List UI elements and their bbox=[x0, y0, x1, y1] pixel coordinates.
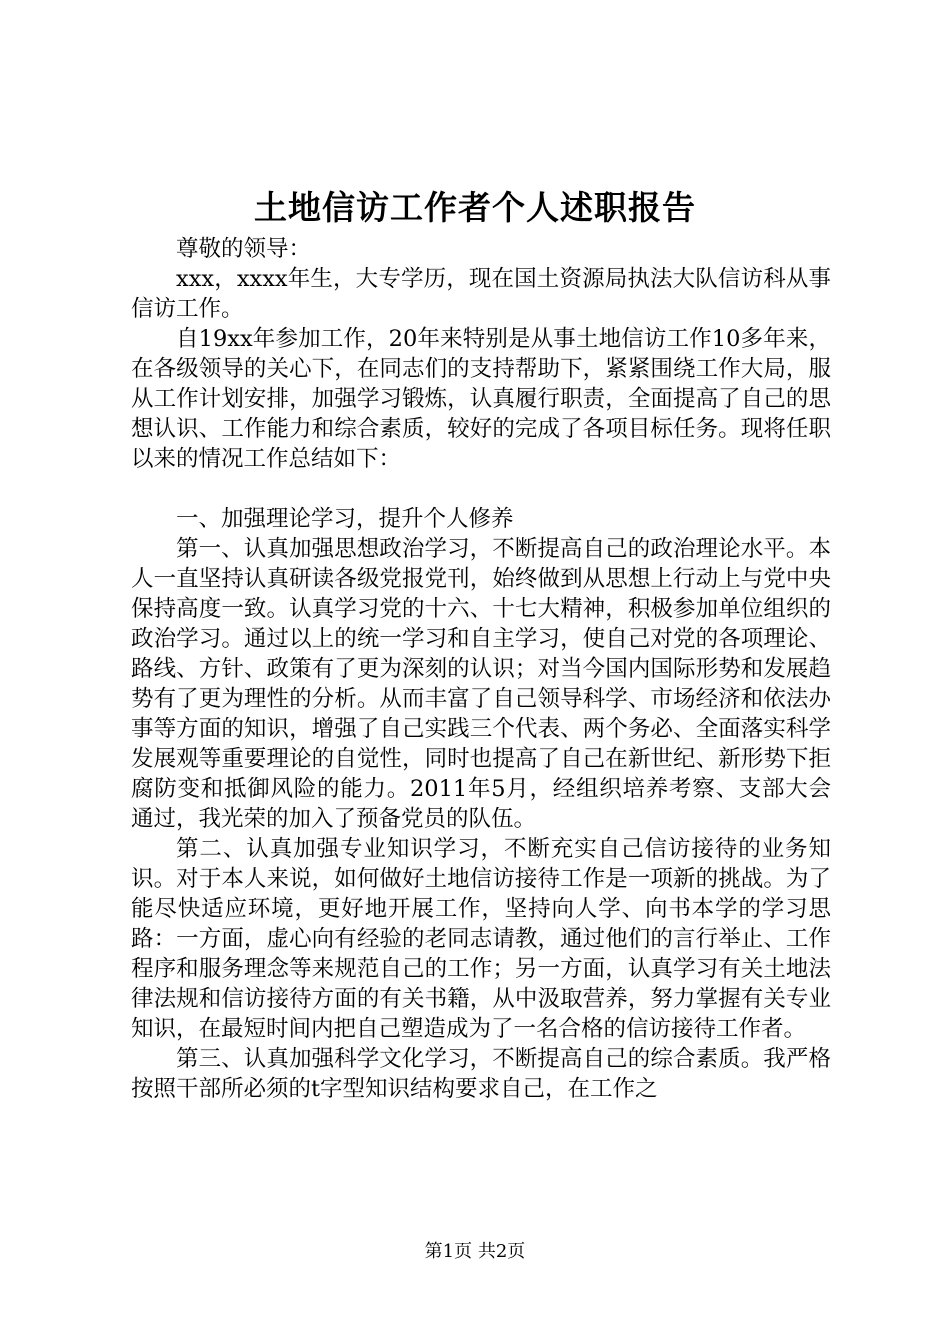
summary-paragraph: 自19xx年参加工作，20年来特别是从事土地信访工作10多年来，在各级领导的关心下，在同志们的支持帮助下，紧紧围绕工作大局，服从工作计划安排，加强学习锻炼，认真履行职责，全面提高了自己的思想认识、工作能力和综合素质，较好的完成了各项目标任务。现将任职以来的情况工作总结如下： bbox=[131, 326, 831, 472]
document-body bbox=[131, 234, 831, 1104]
body-paragraph-first: 第一、认真加强思想政治学习，不断提高自己的政治理论水平。本人一直坚持认真研读各级党报党刊，始终做到从思想上行动上与党中央保持高度一致。认真学习党的十六、十七大精神，积极参加单位组织的政治学习。通过以上的统一学习和自主学习，使自己对党的各项理论、路线、方针、政策有了更为深刻的认识；对当今国内国际形势和发展趋势有了更为理性的分析。从而丰富了自己领导科学、市场经济和依法办事等方面的知识，增强了自己实践三个代表、两个务必、全面落实科学发展观等重要理论的自觉性，同时也提高了自己在新世纪、新形势下拒腐防变和抵御风险的能力。2011年5月，经组织培养考察、支部大会通过，我光荣的加入了预备党员的队伍。 bbox=[131, 536, 831, 832]
document-title: 土地信访工作者个人述职报告 bbox=[254, 188, 696, 227]
intro-paragraph: xxx，xxxx年生，大专学历，现在国土资源局执法大队信访科从事信访工作。 bbox=[131, 266, 831, 322]
page-footer: 第1页 共2页 bbox=[424, 1241, 526, 1262]
greeting-paragraph: 尊敬的领导： bbox=[176, 236, 312, 262]
body-paragraph-second: 第二、认真加强专业知识学习，不断充实自己信访接待的业务知识。对于本人来说，如何做好土地信访接待工作是一项新的挑战。为了能尽快适应环境，更好地开展工作，坚持向人学、向书本学的学习思路：一方面，虚心向有经验的老同志请教，通过他们的言行举止、工作程序和服务理念等来规范自己的工作；另一方面，认真学习有关土地法律法规和信访接待方面的有关书籍，从中汲取营养，努力掌握有关专业知识，在最短时间内把自己塑造成为了一名合格的信访接待工作者。 bbox=[131, 836, 831, 1042]
section-heading: 一、加强理论学习，提升个人修养 bbox=[176, 506, 514, 532]
body-paragraph-third: 第三、认真加强科学文化学习，不断提高自己的综合素质。我严格按照干部所必须的t字型知识结构要求自己，在工作之 bbox=[131, 1046, 831, 1102]
